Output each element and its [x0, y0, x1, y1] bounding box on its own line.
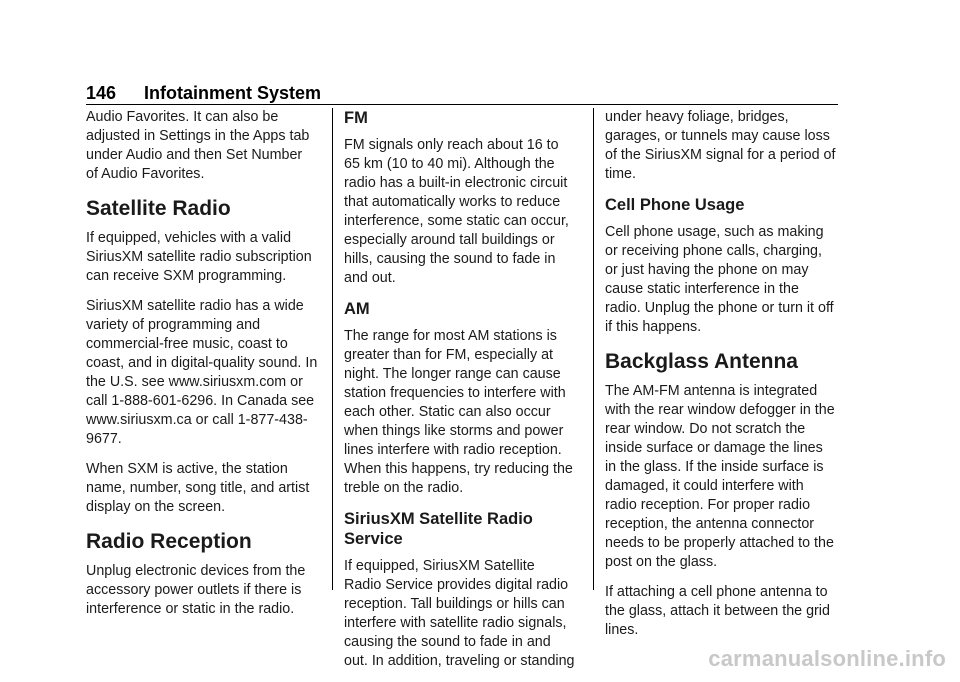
- cell-phone-paragraph: Cell phone usage, such as making or receiving phone calls, charging, or just having the phone on may cause static interference in the radio. Unplug the phone or turn it off if this happens.: [605, 224, 834, 335]
- heading-backglass-antenna: Backglass Antenna: [605, 350, 798, 373]
- fm-paragraph: FM signals only reach about 16 to 65 km (10 to 40 mi). Although the radio has a built-in electronic circuit that automatically works to reduce interference, some static can occur, especially around tall buildings or hills, causing the sound to fade in and out.: [344, 137, 569, 286]
- reception-paragraph: Unplug electronic devices from the accessory power outlets if there is interference or static in the radio.: [86, 563, 306, 617]
- intro-paragraph: Audio Favorites. It can also be adjusted in Settings in the Apps tab under Audio and then Set Number of Audio Favorites.: [86, 109, 310, 182]
- column-2: [344, 108, 576, 682]
- section-title: Infotainment System: [144, 83, 322, 103]
- backglass-paragraph-2: If attaching a cell phone antenna to the glass, attach it between the grid lines.: [605, 584, 830, 638]
- page-header: [86, 82, 838, 104]
- column-divider-1: [332, 108, 333, 590]
- column-1: [86, 108, 318, 630]
- column-3: [605, 108, 837, 651]
- heading-am: AM: [344, 300, 370, 318]
- satellite-paragraph-3: When SXM is active, the station name, number, song title, and artist display on the screen.: [86, 461, 310, 515]
- siriusxm-paragraph: If equipped, SiriusXM Satellite Radio Service provides digital radio reception. Tall buildings or hills can interfere with satellite radio signals, causing the sound to fade in and out. In addition, traveling or standing: [344, 558, 575, 669]
- heading-cell-phone-usage: Cell Phone Usage: [605, 196, 745, 214]
- header-rule: [86, 104, 838, 105]
- satellite-paragraph-2: SiriusXM satellite radio has a wide variety of programming and commercial-free music, coast to coast, and in digital-quality sound. In the U.S. see www.siriusxm.com or call 1-888-601-6296. In Canada see www.siriusxm.ca or call 1-877-438-9677.: [86, 298, 318, 447]
- heading-satellite-radio: Satellite Radio: [86, 197, 231, 220]
- backglass-paragraph-1: The AM-FM antenna is integrated with the rear window defogger in the rear window. Do not scratch the inside surface or damage the lines in the glass. If the inside surface is damaged, it could interfere with radio reception. For proper radio reception, the antenna connector needs to be properly attached to the post on the glass.: [605, 383, 835, 570]
- satellite-paragraph-1: If equipped, vehicles with a valid SiriusXM satellite radio subscription can receive SXM programming.: [86, 230, 312, 284]
- continued-paragraph: under heavy foliage, bridges, garages, or tunnels may cause loss of the SiriusXM signal for a period of time.: [605, 109, 836, 182]
- heading-radio-reception: Radio Reception: [86, 530, 252, 553]
- column-divider-2: [593, 108, 594, 590]
- heading-siriusxm-service: SiriusXM Satellite Radio Service: [344, 510, 533, 548]
- heading-fm: FM: [344, 109, 368, 127]
- watermark: carmanualsonline.info: [708, 646, 946, 671]
- page-number: 146: [86, 83, 117, 103]
- am-paragraph: The range for most AM stations is greater than for FM, especially at night. The longer range can cause station frequencies to interfere with each other. Static can also occur when things like storms and power lines interfere with radio reception. When this happens, try reducing the treble on the radio.: [344, 328, 573, 496]
